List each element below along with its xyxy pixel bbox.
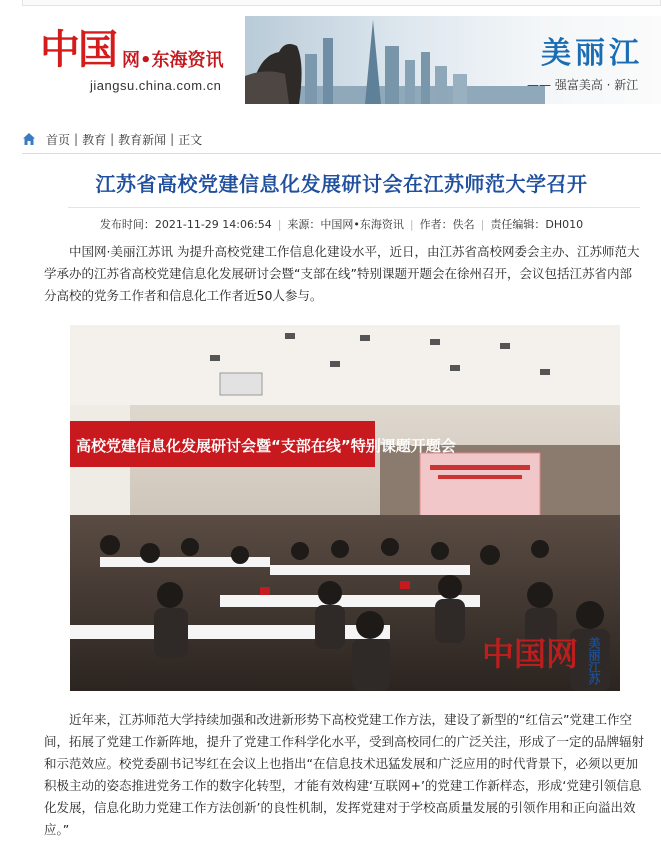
publish-time: 发布时间：2021-11-29 14:06:54 [99, 218, 272, 231]
breadcrumb [22, 126, 661, 152]
article-meta: 发布时间：2021-11-29 14:06:54 | 来源：中国网•东海资讯 | 作者：佚名 | 责任编辑：DH010 [99, 218, 584, 231]
article-paragraph: 近年来，江苏师范大学持续加强和改进新形势下高校党建工作方法，建设了新型的“红信云”党建工作空间，拓展了党建工作新阵地，提升了党建工作科学化水平，受到高校同仁的广泛关注，形成了一定的品牌辐射和示范效应。校党委副书记岑红在会议上也指出“在信息技术迅猛发展和广泛应用的时代背景下，必须以更加积极主动的姿态推进党务工作的数字化转型，才能有效构建‘互联网+’的党建工作新样态，形成‘党建引领信息化发展，信息化助力党建工作方法创新’的良性机制，发挥党建对于学校高质量发展的引领作用和正向溢出效应。” [44, 712, 645, 837]
article-source: 来源：中国网•东海资讯 [287, 218, 404, 231]
article-author: 作者：佚名 [419, 218, 475, 231]
photo-banner-text: 高校党建信息化发展研讨会暨“支部在线”特别课题开题会 [76, 437, 456, 455]
breadcrumb-separator: | [170, 132, 175, 146]
article-title: 江苏省高校党建信息化发展研讨会在江苏师范大学召开 [95, 172, 588, 196]
home-icon [22, 132, 36, 146]
banner-subtitle: —— 强富美高 · 新江 [527, 78, 639, 92]
breadcrumb-education-link[interactable]: 教育 [82, 132, 107, 147]
title-divider [68, 207, 640, 208]
banner-title: 美丽江 [541, 36, 643, 71]
logo-name: 网•东海资讯 [122, 50, 224, 71]
site-logo[interactable] [40, 26, 240, 98]
logo-mark: 中国 [40, 26, 116, 73]
breadcrumb-current: 正文 [178, 132, 203, 147]
breadcrumb-separator: | [110, 132, 115, 146]
breadcrumb-separator: | [74, 132, 79, 146]
article-photo [70, 325, 620, 691]
conference-photo-illustration [70, 325, 620, 691]
breadcrumb-home-link[interactable]: 首页 [46, 132, 71, 147]
photo-watermark-mark: 中国网 [482, 635, 579, 673]
logo-domain: jiangsu.china.com.cn [90, 78, 222, 93]
breadcrumb-education-news-link[interactable]: 教育新闻 [118, 132, 167, 147]
article-editor: 责任编辑：DH010 [490, 218, 584, 231]
article-paragraph: 中国网·美丽江苏讯 为提升高校党建工作信息化建设水平，近日，由江苏省高校网委会主办、江苏师范大学承办的江苏省高校党建信息化发展研讨会暨“支部在线”特别课题开题会在徐州召开，会议包括江苏省内部分高校的党务工作者和信息化工作者近50人参与。 [44, 244, 640, 303]
photo-watermark-side: 美丽江苏 [587, 637, 601, 685]
top-border [22, 0, 661, 6]
header-banner[interactable] [245, 16, 661, 104]
breadcrumb-divider [22, 153, 661, 154]
